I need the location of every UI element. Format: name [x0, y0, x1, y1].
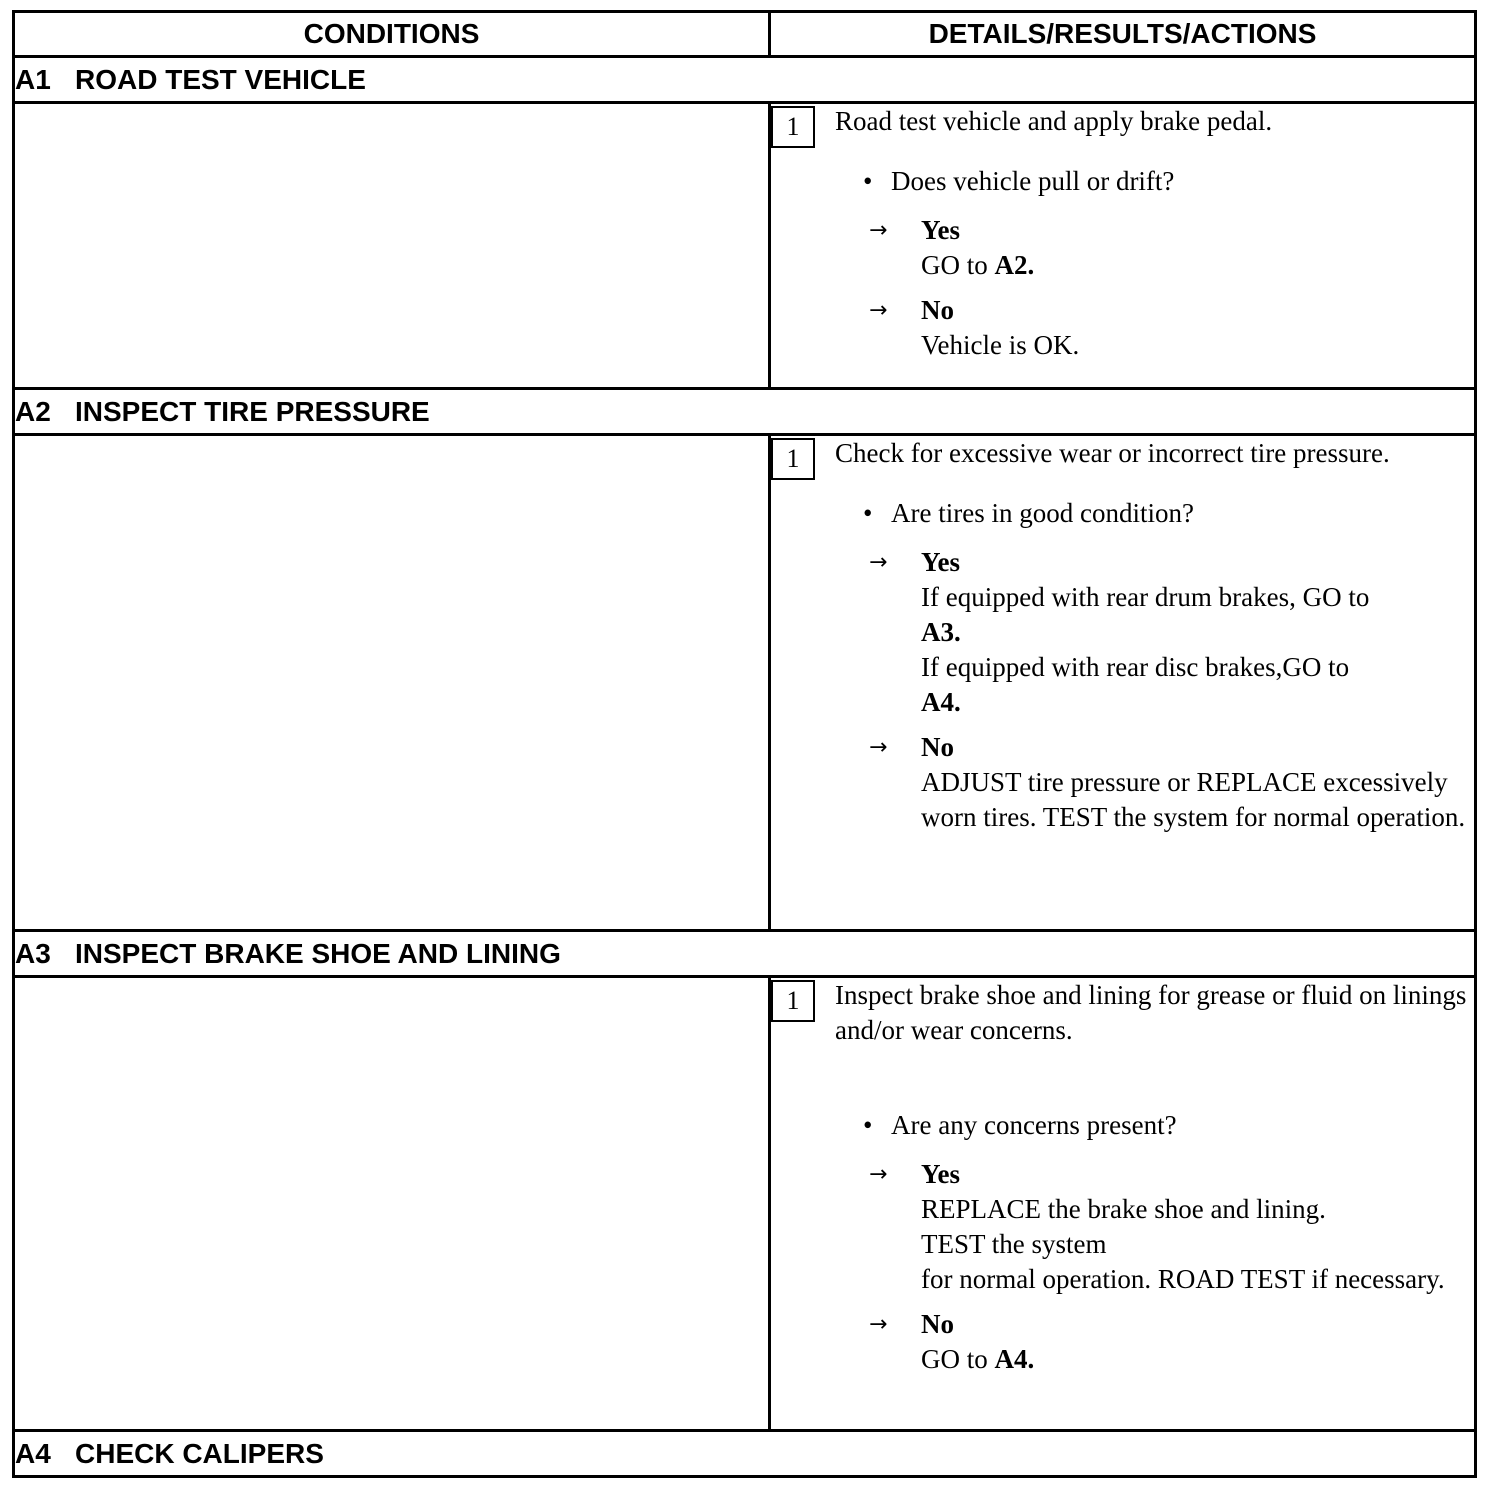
step-id: A4 — [15, 1438, 51, 1469]
question-text: Does vehicle pull or drift? — [891, 166, 1175, 196]
step-body-row — [14, 103, 1476, 389]
question — [863, 1108, 1474, 1143]
details-cell — [770, 103, 1476, 389]
step-reference: A3. — [921, 617, 961, 647]
step-title-row — [14, 1431, 1476, 1477]
yes-label: Yes — [921, 547, 960, 577]
step-a1-title — [14, 57, 1476, 103]
answer-yes — [869, 1157, 1474, 1297]
step-id: A1 — [15, 64, 51, 95]
no-action: GO to A4. — [921, 1344, 1035, 1374]
conditions-cell — [14, 977, 770, 1431]
step-instruction — [771, 104, 1474, 148]
step-number-box: 1 — [771, 106, 815, 148]
step-body-row — [14, 977, 1476, 1431]
conditions-header: CONDITIONS — [14, 12, 770, 57]
answer-yes — [869, 213, 1474, 283]
arrow-right-icon: → — [869, 735, 888, 760]
details-cell — [770, 977, 1476, 1431]
step-id: A2 — [15, 396, 51, 427]
step-title-text: ROAD TEST VEHICLE — [75, 64, 366, 95]
details-cell — [770, 435, 1476, 931]
yes-action-line: REPLACE the brake shoe and lining. — [921, 1194, 1326, 1224]
instruction-text: Road test vehicle and apply brake pedal. — [835, 106, 1273, 136]
no-label: No — [921, 1309, 954, 1339]
yes-action: GO to A2. — [921, 250, 1035, 280]
step-title-text: INSPECT TIRE PRESSURE — [75, 396, 430, 427]
conditions-cell — [14, 103, 770, 389]
bullet-icon: • — [863, 166, 873, 196]
yes-action-line: If equipped with rear drum brakes, GO to — [921, 582, 1370, 612]
step-instruction — [771, 978, 1474, 1048]
arrow-right-icon: → — [869, 298, 888, 323]
bullet-icon: • — [863, 1110, 873, 1140]
question — [863, 496, 1474, 531]
arrow-right-icon: → — [869, 218, 888, 243]
details-header: DETAILS/RESULTS/ACTIONS — [770, 12, 1476, 57]
step-id: A3 — [15, 938, 51, 969]
question-text: Are tires in good condition? — [891, 498, 1194, 528]
question — [863, 164, 1474, 199]
step-a2-title — [14, 389, 1476, 435]
answer-no — [869, 1307, 1474, 1377]
no-label: No — [921, 732, 954, 762]
bullet-icon: • — [863, 498, 873, 528]
question-text: Are any concerns present? — [891, 1110, 1177, 1140]
diagnostic-table-page — [12, 10, 1477, 1478]
yes-label: Yes — [921, 215, 960, 245]
step-reference: A4. — [994, 1344, 1035, 1374]
step-body-row — [14, 435, 1476, 931]
step-title-row — [14, 389, 1476, 435]
step-number-box: 1 — [771, 980, 815, 1022]
no-action: Vehicle is OK. — [921, 330, 1080, 360]
arrow-right-icon: → — [869, 1312, 888, 1337]
answer-no — [869, 730, 1474, 835]
step-title-row — [14, 57, 1476, 103]
table-header-row — [14, 12, 1476, 57]
step-instruction — [771, 436, 1474, 480]
step-a3-title — [14, 931, 1476, 977]
yes-action-line: for normal operation. ROAD TEST if necessary. — [921, 1264, 1445, 1294]
arrow-right-icon: → — [869, 1162, 888, 1187]
step-a4-title — [14, 1431, 1476, 1477]
yes-action-line: TEST the system — [921, 1229, 1107, 1259]
answer-no — [869, 293, 1474, 363]
conditions-cell — [14, 435, 770, 931]
instruction-text: Check for excessive wear or incorrect tire pressure. — [835, 438, 1390, 468]
arrow-right-icon: → — [869, 550, 888, 575]
step-reference: A4. — [921, 687, 961, 717]
yes-action-line: If equipped with rear disc brakes,GO to — [921, 652, 1350, 682]
step-reference: A2. — [994, 250, 1035, 280]
no-action: ADJUST tire pressure or REPLACE excessively worn tires. TEST the system for normal operation. — [921, 767, 1466, 832]
step-number-box: 1 — [771, 438, 815, 480]
step-title-row — [14, 931, 1476, 977]
yes-label: Yes — [921, 1159, 960, 1189]
no-label: No — [921, 295, 954, 325]
diagnostic-table — [12, 10, 1477, 1478]
answer-yes — [869, 545, 1474, 720]
instruction-text: Inspect brake shoe and lining for grease or fluid on linings and/or wear concerns. — [835, 980, 1467, 1045]
step-title-text: CHECK CALIPERS — [75, 1438, 324, 1469]
step-title-text: INSPECT BRAKE SHOE AND LINING — [75, 938, 561, 969]
